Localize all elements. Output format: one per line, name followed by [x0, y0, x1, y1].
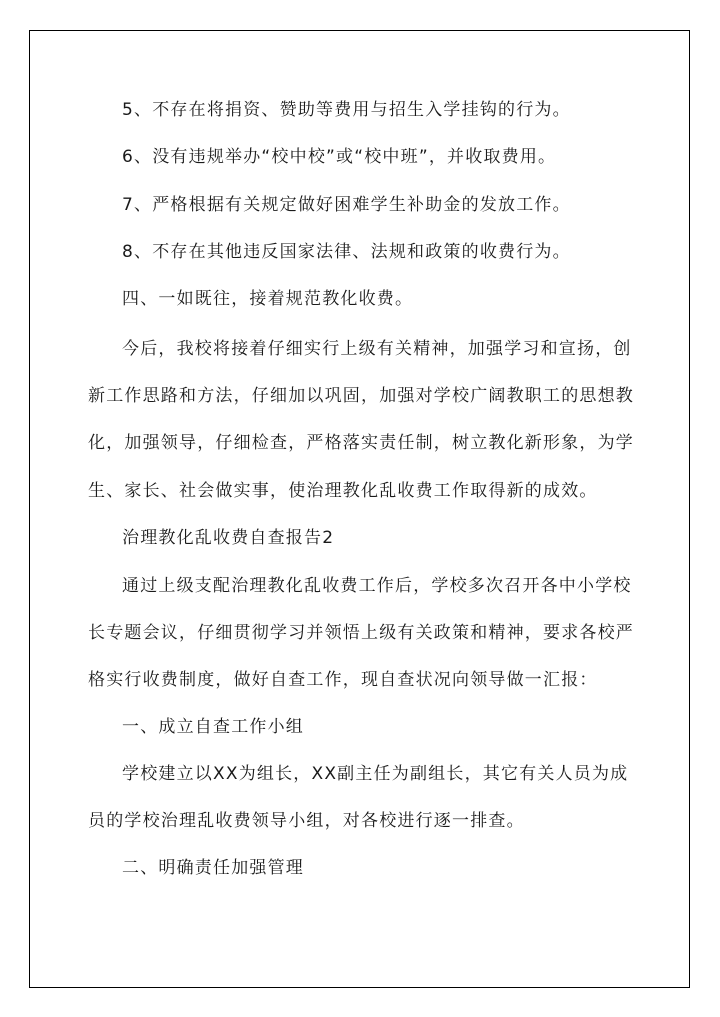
paragraph-line: 今后，我校将接着仔细实行上级有关精神，加强学习和宣扬，创 — [122, 339, 632, 359]
section-heading-4: 四、一如既往，接着规范教化收费。 — [122, 289, 414, 309]
paragraph-line: 生、家长、社会做实事，使治理教化乱收费工作取得新的成效。 — [88, 481, 598, 501]
paragraph-item-7: 7、严格根据有关规定做好困难学生补助金的发放工作。 — [122, 195, 571, 215]
section-heading-1: 一、成立自查工作小组 — [122, 717, 304, 737]
paragraph-line: 长专题会议，仔细贯彻学习并领悟上级有关政策和精神，要求各校严 — [88, 623, 634, 643]
paragraph-line: 新工作思路和方法，仔细加以巩固，加强对学校广阔教职工的思想教 — [88, 386, 634, 406]
paragraph-line: 通过上级支配治理教化乱收费工作后，学校多次召开各中小学校 — [122, 576, 632, 596]
page-border — [29, 30, 690, 988]
paragraph-item-5: 5、不存在将捐资、赞助等费用与招生入学挂钩的行为。 — [122, 100, 571, 120]
paragraph-line: 学校建立以XX为组长，XX副主任为副组长，其它有关人员为成 — [122, 764, 629, 784]
paragraph-line: 化，加强领导，仔细检查，严格落实责任制，树立教化新形象，为学 — [88, 433, 634, 453]
paragraph-line: 格实行收费制度，做好自查工作，现自查状况向领导做一汇报： — [88, 670, 598, 690]
paragraph-line: 员的学校治理乱收费领导小组，对各校进行逐一排查。 — [88, 811, 525, 831]
paragraph-item-6: 6、没有违规举办“校中校”或“校中班”，并收取费用。 — [122, 147, 557, 167]
section-heading-2: 二、明确责任加强管理 — [122, 858, 304, 878]
report-title: 治理教化乱收费自查报告2 — [122, 528, 335, 548]
paragraph-item-8: 8、不存在其他违反国家法律、法规和政策的收费行为。 — [122, 242, 571, 262]
